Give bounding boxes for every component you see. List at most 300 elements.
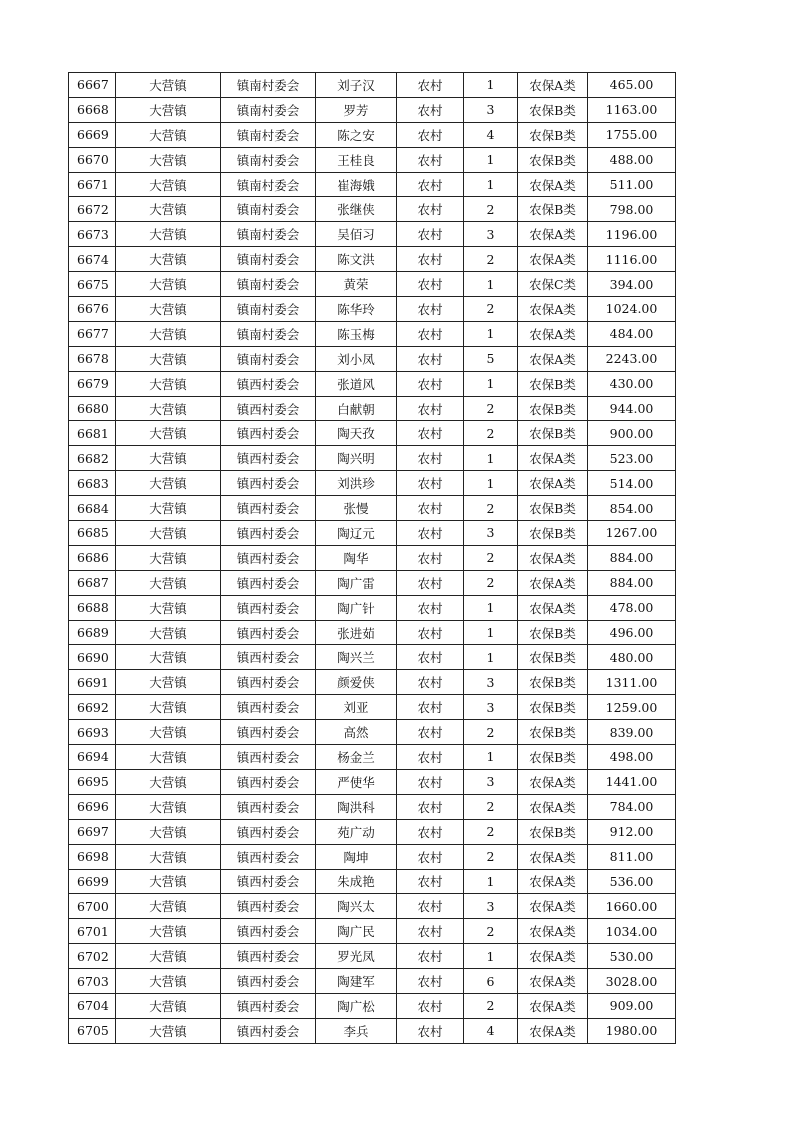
village-committee-cell: 镇南村委会 xyxy=(221,97,316,122)
town-cell: 大营镇 xyxy=(116,371,221,396)
village-committee-cell: 镇西村委会 xyxy=(221,371,316,396)
household-count-cell: 1 xyxy=(464,869,518,894)
row-id-cell: 6684 xyxy=(69,496,116,521)
table-row xyxy=(69,545,676,570)
household-count-cell: 3 xyxy=(464,769,518,794)
amount-cell: 1267.00 xyxy=(588,521,676,546)
village-committee-cell: 镇南村委会 xyxy=(221,122,316,147)
village-committee-cell: 镇南村委会 xyxy=(221,247,316,272)
table-row xyxy=(69,570,676,595)
person-name-cell: 刘洪珍 xyxy=(316,471,397,496)
amount-cell: 478.00 xyxy=(588,595,676,620)
table-body xyxy=(69,73,676,1044)
area-type-cell: 农村 xyxy=(397,670,464,695)
amount-cell: 480.00 xyxy=(588,645,676,670)
household-count-cell: 2 xyxy=(464,197,518,222)
village-committee-cell: 镇西村委会 xyxy=(221,396,316,421)
amount-cell: 884.00 xyxy=(588,545,676,570)
person-name-cell: 陶天孜 xyxy=(316,421,397,446)
insurance-category-cell: 农保A类 xyxy=(518,172,588,197)
insurance-category-cell: 农保A类 xyxy=(518,969,588,994)
amount-cell: 1163.00 xyxy=(588,97,676,122)
area-type-cell: 农村 xyxy=(397,695,464,720)
amount-cell: 900.00 xyxy=(588,421,676,446)
village-committee-cell: 镇南村委会 xyxy=(221,197,316,222)
table-row xyxy=(69,222,676,247)
row-id-cell: 6677 xyxy=(69,321,116,346)
table-row xyxy=(69,471,676,496)
area-type-cell: 农村 xyxy=(397,745,464,770)
table-row xyxy=(69,819,676,844)
area-type-cell: 农村 xyxy=(397,247,464,272)
person-name-cell: 陶华 xyxy=(316,545,397,570)
area-type-cell: 农村 xyxy=(397,545,464,570)
household-count-cell: 1 xyxy=(464,645,518,670)
table-row xyxy=(69,869,676,894)
town-cell: 大营镇 xyxy=(116,471,221,496)
village-committee-cell: 镇西村委会 xyxy=(221,720,316,745)
village-committee-cell: 镇西村委会 xyxy=(221,645,316,670)
household-count-cell: 2 xyxy=(464,545,518,570)
village-committee-cell: 镇西村委会 xyxy=(221,944,316,969)
village-committee-cell: 镇西村委会 xyxy=(221,545,316,570)
area-type-cell: 农村 xyxy=(397,894,464,919)
insurance-category-cell: 农保A类 xyxy=(518,321,588,346)
insurance-category-cell: 农保A类 xyxy=(518,471,588,496)
insurance-category-cell: 农保A类 xyxy=(518,247,588,272)
village-committee-cell: 镇西村委会 xyxy=(221,1018,316,1043)
row-id-cell: 6669 xyxy=(69,122,116,147)
area-type-cell: 农村 xyxy=(397,297,464,322)
village-committee-cell: 镇南村委会 xyxy=(221,147,316,172)
town-cell: 大营镇 xyxy=(116,521,221,546)
person-name-cell: 白献朝 xyxy=(316,396,397,421)
amount-cell: 839.00 xyxy=(588,720,676,745)
town-cell: 大营镇 xyxy=(116,869,221,894)
town-cell: 大营镇 xyxy=(116,421,221,446)
town-cell: 大营镇 xyxy=(116,122,221,147)
person-name-cell: 陶辽元 xyxy=(316,521,397,546)
table-row xyxy=(69,396,676,421)
town-cell: 大营镇 xyxy=(116,247,221,272)
amount-cell: 811.00 xyxy=(588,844,676,869)
household-count-cell: 4 xyxy=(464,122,518,147)
amount-cell: 514.00 xyxy=(588,471,676,496)
insurance-category-cell: 农保B类 xyxy=(518,371,588,396)
row-id-cell: 6697 xyxy=(69,819,116,844)
village-committee-cell: 镇西村委会 xyxy=(221,471,316,496)
town-cell: 大营镇 xyxy=(116,222,221,247)
amount-cell: 498.00 xyxy=(588,745,676,770)
area-type-cell: 农村 xyxy=(397,720,464,745)
row-id-cell: 6695 xyxy=(69,769,116,794)
town-cell: 大营镇 xyxy=(116,794,221,819)
town-cell: 大营镇 xyxy=(116,894,221,919)
person-name-cell: 刘子汉 xyxy=(316,73,397,98)
person-name-cell: 严使华 xyxy=(316,769,397,794)
insurance-category-cell: 农保B类 xyxy=(518,695,588,720)
household-count-cell: 1 xyxy=(464,620,518,645)
area-type-cell: 农村 xyxy=(397,844,464,869)
insurance-category-cell: 农保B类 xyxy=(518,496,588,521)
insurance-category-cell: 农保B类 xyxy=(518,620,588,645)
village-committee-cell: 镇西村委会 xyxy=(221,670,316,695)
insurance-category-cell: 农保B类 xyxy=(518,720,588,745)
insurance-category-cell: 农保A类 xyxy=(518,1018,588,1043)
town-cell: 大营镇 xyxy=(116,769,221,794)
row-id-cell: 6685 xyxy=(69,521,116,546)
row-id-cell: 6692 xyxy=(69,695,116,720)
amount-cell: 488.00 xyxy=(588,147,676,172)
insurance-category-cell: 农保B类 xyxy=(518,197,588,222)
insurance-category-cell: 农保B类 xyxy=(518,745,588,770)
village-committee-cell: 镇西村委会 xyxy=(221,595,316,620)
insurance-category-cell: 农保A类 xyxy=(518,894,588,919)
household-count-cell: 1 xyxy=(464,944,518,969)
village-committee-cell: 镇西村委会 xyxy=(221,496,316,521)
area-type-cell: 农村 xyxy=(397,321,464,346)
village-committee-cell: 镇南村委会 xyxy=(221,346,316,371)
person-name-cell: 罗光凤 xyxy=(316,944,397,969)
row-id-cell: 6682 xyxy=(69,446,116,471)
person-name-cell: 刘小凤 xyxy=(316,346,397,371)
row-id-cell: 6667 xyxy=(69,73,116,98)
area-type-cell: 农村 xyxy=(397,97,464,122)
insurance-category-cell: 农保A类 xyxy=(518,993,588,1018)
town-cell: 大营镇 xyxy=(116,73,221,98)
town-cell: 大营镇 xyxy=(116,545,221,570)
town-cell: 大营镇 xyxy=(116,969,221,994)
amount-cell: 1660.00 xyxy=(588,894,676,919)
table-row xyxy=(69,97,676,122)
insurance-category-cell: 农保A类 xyxy=(518,346,588,371)
person-name-cell: 罗芳 xyxy=(316,97,397,122)
table-row xyxy=(69,670,676,695)
table-row xyxy=(69,769,676,794)
amount-cell: 1259.00 xyxy=(588,695,676,720)
table-row xyxy=(69,197,676,222)
area-type-cell: 农村 xyxy=(397,346,464,371)
table-row xyxy=(69,272,676,297)
town-cell: 大营镇 xyxy=(116,844,221,869)
town-cell: 大营镇 xyxy=(116,97,221,122)
village-committee-cell: 镇西村委会 xyxy=(221,521,316,546)
person-name-cell: 陈文洪 xyxy=(316,247,397,272)
area-type-cell: 农村 xyxy=(397,147,464,172)
amount-cell: 1034.00 xyxy=(588,919,676,944)
person-name-cell: 张道风 xyxy=(316,371,397,396)
table-row xyxy=(69,894,676,919)
amount-cell: 394.00 xyxy=(588,272,676,297)
area-type-cell: 农村 xyxy=(397,172,464,197)
town-cell: 大营镇 xyxy=(116,321,221,346)
amount-cell: 3028.00 xyxy=(588,969,676,994)
village-committee-cell: 镇西村委会 xyxy=(221,769,316,794)
town-cell: 大营镇 xyxy=(116,147,221,172)
insurance-category-cell: 农保B类 xyxy=(518,147,588,172)
table-row xyxy=(69,147,676,172)
household-count-cell: 3 xyxy=(464,894,518,919)
town-cell: 大营镇 xyxy=(116,272,221,297)
row-id-cell: 6675 xyxy=(69,272,116,297)
person-name-cell: 陈华玲 xyxy=(316,297,397,322)
table-row xyxy=(69,297,676,322)
household-count-cell: 2 xyxy=(464,844,518,869)
row-id-cell: 6670 xyxy=(69,147,116,172)
person-name-cell: 张进茹 xyxy=(316,620,397,645)
row-id-cell: 6696 xyxy=(69,794,116,819)
table-row xyxy=(69,645,676,670)
insurance-category-cell: 农保B类 xyxy=(518,122,588,147)
table-row xyxy=(69,720,676,745)
table-row xyxy=(69,446,676,471)
row-id-cell: 6690 xyxy=(69,645,116,670)
table-row xyxy=(69,122,676,147)
area-type-cell: 农村 xyxy=(397,570,464,595)
village-committee-cell: 镇西村委会 xyxy=(221,570,316,595)
person-name-cell: 陶兴明 xyxy=(316,446,397,471)
insurance-category-cell: 农保B类 xyxy=(518,396,588,421)
household-count-cell: 1 xyxy=(464,321,518,346)
area-type-cell: 农村 xyxy=(397,471,464,496)
household-count-cell: 5 xyxy=(464,346,518,371)
person-name-cell: 朱成艳 xyxy=(316,869,397,894)
area-type-cell: 农村 xyxy=(397,496,464,521)
person-name-cell: 王桂良 xyxy=(316,147,397,172)
area-type-cell: 农村 xyxy=(397,645,464,670)
area-type-cell: 农村 xyxy=(397,446,464,471)
amount-cell: 511.00 xyxy=(588,172,676,197)
insurance-category-cell: 农保A类 xyxy=(518,297,588,322)
insurance-category-cell: 农保A类 xyxy=(518,73,588,98)
town-cell: 大营镇 xyxy=(116,346,221,371)
person-name-cell: 苑广动 xyxy=(316,819,397,844)
person-name-cell: 黄荣 xyxy=(316,272,397,297)
household-count-cell: 1 xyxy=(464,471,518,496)
town-cell: 大营镇 xyxy=(116,197,221,222)
table-row xyxy=(69,794,676,819)
table-row xyxy=(69,745,676,770)
amount-cell: 1196.00 xyxy=(588,222,676,247)
row-id-cell: 6705 xyxy=(69,1018,116,1043)
person-name-cell: 高然 xyxy=(316,720,397,745)
area-type-cell: 农村 xyxy=(397,73,464,98)
amount-cell: 912.00 xyxy=(588,819,676,844)
household-count-cell: 1 xyxy=(464,73,518,98)
row-id-cell: 6698 xyxy=(69,844,116,869)
village-committee-cell: 镇西村委会 xyxy=(221,794,316,819)
row-id-cell: 6668 xyxy=(69,97,116,122)
amount-cell: 909.00 xyxy=(588,993,676,1018)
row-id-cell: 6703 xyxy=(69,969,116,994)
area-type-cell: 农村 xyxy=(397,595,464,620)
amount-cell: 484.00 xyxy=(588,321,676,346)
town-cell: 大营镇 xyxy=(116,570,221,595)
insurance-category-cell: 农保A类 xyxy=(518,446,588,471)
table-row xyxy=(69,73,676,98)
row-id-cell: 6680 xyxy=(69,396,116,421)
amount-cell: 884.00 xyxy=(588,570,676,595)
household-count-cell: 3 xyxy=(464,670,518,695)
table-row xyxy=(69,595,676,620)
row-id-cell: 6678 xyxy=(69,346,116,371)
person-name-cell: 张慢 xyxy=(316,496,397,521)
household-count-cell: 1 xyxy=(464,272,518,297)
area-type-cell: 农村 xyxy=(397,122,464,147)
area-type-cell: 农村 xyxy=(397,769,464,794)
area-type-cell: 农村 xyxy=(397,371,464,396)
table-row xyxy=(69,496,676,521)
town-cell: 大营镇 xyxy=(116,993,221,1018)
household-count-cell: 1 xyxy=(464,371,518,396)
amount-cell: 784.00 xyxy=(588,794,676,819)
household-count-cell: 2 xyxy=(464,297,518,322)
row-id-cell: 6687 xyxy=(69,570,116,595)
insurance-category-cell: 农保A类 xyxy=(518,919,588,944)
household-count-cell: 2 xyxy=(464,720,518,745)
table-row xyxy=(69,321,676,346)
row-id-cell: 6683 xyxy=(69,471,116,496)
town-cell: 大营镇 xyxy=(116,645,221,670)
household-count-cell: 1 xyxy=(464,595,518,620)
person-name-cell: 刘亚 xyxy=(316,695,397,720)
town-cell: 大营镇 xyxy=(116,595,221,620)
person-name-cell: 陶兴太 xyxy=(316,894,397,919)
village-committee-cell: 镇南村委会 xyxy=(221,222,316,247)
area-type-cell: 农村 xyxy=(397,396,464,421)
amount-cell: 430.00 xyxy=(588,371,676,396)
table-row xyxy=(69,521,676,546)
table-row xyxy=(69,172,676,197)
village-committee-cell: 镇西村委会 xyxy=(221,620,316,645)
town-cell: 大营镇 xyxy=(116,670,221,695)
amount-cell: 1311.00 xyxy=(588,670,676,695)
amount-cell: 944.00 xyxy=(588,396,676,421)
village-committee-cell: 镇南村委会 xyxy=(221,297,316,322)
area-type-cell: 农村 xyxy=(397,794,464,819)
person-name-cell: 陈玉梅 xyxy=(316,321,397,346)
household-count-cell: 2 xyxy=(464,247,518,272)
household-count-cell: 2 xyxy=(464,819,518,844)
household-count-cell: 1 xyxy=(464,446,518,471)
amount-cell: 854.00 xyxy=(588,496,676,521)
person-name-cell: 陶坤 xyxy=(316,844,397,869)
amount-cell: 1024.00 xyxy=(588,297,676,322)
household-count-cell: 1 xyxy=(464,147,518,172)
household-count-cell: 2 xyxy=(464,570,518,595)
insurance-category-cell: 农保A类 xyxy=(518,869,588,894)
person-name-cell: 陶广民 xyxy=(316,919,397,944)
town-cell: 大营镇 xyxy=(116,620,221,645)
amount-cell: 2243.00 xyxy=(588,346,676,371)
person-name-cell: 陶广针 xyxy=(316,595,397,620)
row-id-cell: 6704 xyxy=(69,993,116,1018)
insurance-category-cell: 农保B类 xyxy=(518,670,588,695)
insurance-category-cell: 农保B类 xyxy=(518,645,588,670)
area-type-cell: 农村 xyxy=(397,969,464,994)
town-cell: 大营镇 xyxy=(116,720,221,745)
village-committee-cell: 镇南村委会 xyxy=(221,321,316,346)
village-committee-cell: 镇西村委会 xyxy=(221,969,316,994)
area-type-cell: 农村 xyxy=(397,222,464,247)
table-row xyxy=(69,346,676,371)
person-name-cell: 陶建军 xyxy=(316,969,397,994)
household-count-cell: 1 xyxy=(464,745,518,770)
area-type-cell: 农村 xyxy=(397,919,464,944)
household-count-cell: 6 xyxy=(464,969,518,994)
area-type-cell: 农村 xyxy=(397,993,464,1018)
person-name-cell: 陶洪科 xyxy=(316,794,397,819)
household-count-cell: 1 xyxy=(464,172,518,197)
row-id-cell: 6676 xyxy=(69,297,116,322)
village-committee-cell: 镇西村委会 xyxy=(221,421,316,446)
person-name-cell: 颜爱侠 xyxy=(316,670,397,695)
row-id-cell: 6699 xyxy=(69,869,116,894)
town-cell: 大营镇 xyxy=(116,944,221,969)
household-count-cell: 2 xyxy=(464,919,518,944)
town-cell: 大营镇 xyxy=(116,919,221,944)
table-row xyxy=(69,969,676,994)
insurance-category-cell: 农保A类 xyxy=(518,545,588,570)
area-type-cell: 农村 xyxy=(397,869,464,894)
row-id-cell: 6700 xyxy=(69,894,116,919)
household-count-cell: 2 xyxy=(464,794,518,819)
amount-cell: 536.00 xyxy=(588,869,676,894)
records-table xyxy=(68,72,676,1044)
row-id-cell: 6679 xyxy=(69,371,116,396)
household-count-cell: 3 xyxy=(464,695,518,720)
amount-cell: 798.00 xyxy=(588,197,676,222)
area-type-cell: 农村 xyxy=(397,521,464,546)
row-id-cell: 6694 xyxy=(69,745,116,770)
person-name-cell: 陶广雷 xyxy=(316,570,397,595)
table-row xyxy=(69,919,676,944)
amount-cell: 523.00 xyxy=(588,446,676,471)
amount-cell: 1441.00 xyxy=(588,769,676,794)
village-committee-cell: 镇西村委会 xyxy=(221,819,316,844)
area-type-cell: 农村 xyxy=(397,1018,464,1043)
table-row xyxy=(69,993,676,1018)
town-cell: 大营镇 xyxy=(116,745,221,770)
row-id-cell: 6701 xyxy=(69,919,116,944)
insurance-category-cell: 农保A类 xyxy=(518,794,588,819)
village-committee-cell: 镇西村委会 xyxy=(221,993,316,1018)
area-type-cell: 农村 xyxy=(397,620,464,645)
town-cell: 大营镇 xyxy=(116,695,221,720)
row-id-cell: 6681 xyxy=(69,421,116,446)
row-id-cell: 6691 xyxy=(69,670,116,695)
row-id-cell: 6686 xyxy=(69,545,116,570)
insurance-category-cell: 农保A类 xyxy=(518,944,588,969)
town-cell: 大营镇 xyxy=(116,819,221,844)
town-cell: 大营镇 xyxy=(116,172,221,197)
household-count-cell: 2 xyxy=(464,496,518,521)
village-committee-cell: 镇西村委会 xyxy=(221,869,316,894)
area-type-cell: 农村 xyxy=(397,197,464,222)
village-committee-cell: 镇西村委会 xyxy=(221,919,316,944)
person-name-cell: 陶兴兰 xyxy=(316,645,397,670)
village-committee-cell: 镇南村委会 xyxy=(221,73,316,98)
insurance-category-cell: 农保B类 xyxy=(518,97,588,122)
row-id-cell: 6688 xyxy=(69,595,116,620)
village-committee-cell: 镇南村委会 xyxy=(221,272,316,297)
amount-cell: 1980.00 xyxy=(588,1018,676,1043)
person-name-cell: 陈之安 xyxy=(316,122,397,147)
table-row xyxy=(69,371,676,396)
village-committee-cell: 镇南村委会 xyxy=(221,172,316,197)
table-row xyxy=(69,844,676,869)
person-name-cell: 张继侠 xyxy=(316,197,397,222)
